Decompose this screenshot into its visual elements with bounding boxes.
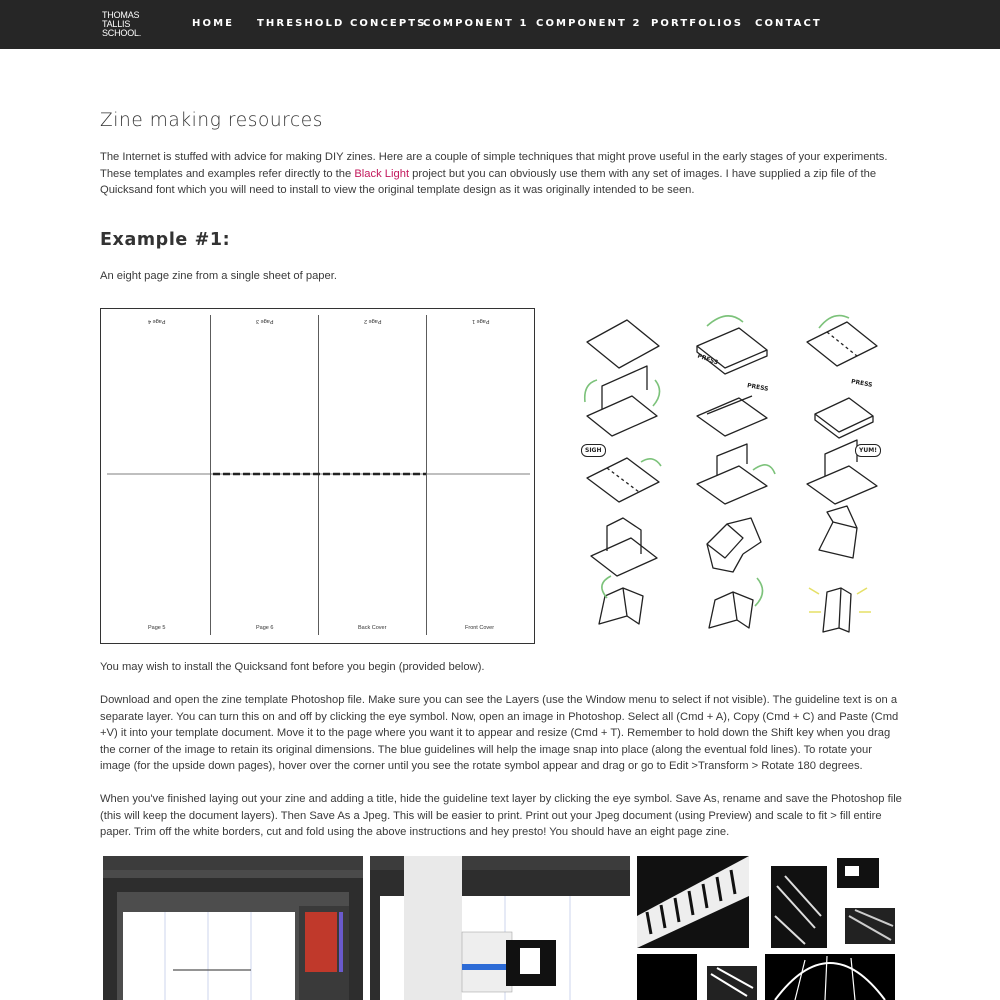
black-light-photo-building-art	[637, 856, 757, 1000]
nav-home[interactable]: HOME	[192, 18, 235, 29]
template-top-label-2: Page 3	[256, 318, 274, 324]
nav-component-1[interactable]: COMPONENT 1	[423, 18, 529, 29]
template-bottom-label-4: Front Cover	[465, 625, 495, 631]
intro-text-end: project but you can obviously use them with any set of images. I have supplied a zip file of the Quicksand font which you will need to install to view the original template design as it was originally intended to be seen.	[100, 167, 877, 196]
folding-steps-illustration	[557, 306, 901, 648]
zine-template-image	[100, 308, 535, 644]
logo-line-1: THOMAS	[102, 10, 140, 20]
black-light-photo-collage	[765, 856, 900, 1000]
example-heading: Example #1:	[100, 230, 231, 250]
press-label-2: PRESS	[746, 382, 769, 393]
template-grid	[101, 309, 536, 645]
template-bottom-label-3: Back Cover	[358, 625, 387, 631]
photoshop-screenshot-1	[103, 856, 363, 1000]
font-note: You may wish to install the Quicksand font before you begin (provided below).	[100, 661, 485, 673]
press-label-1: PRESS	[696, 352, 720, 367]
nav-contact[interactable]: CONTACT	[755, 18, 822, 29]
black-light-photo-building	[637, 856, 757, 1000]
template-top-label-1: Page 4	[148, 318, 166, 324]
template-bottom-label-1: Page 5	[148, 625, 166, 631]
intro-text-start: The Internet is stuffed with advice for making DIY zines. Here are a couple of simple techniques that might prove useful in the early stages of your experiments. These templates and examples refer directly to the	[100, 151, 888, 180]
instructions-paragraph-1: Download and open the zine template Photoshop file. Make sure you can see the Layers (use the Window menu to select if not visible). The guideline text is on a separate layer. You can turn this on and off by clicking the eye symbol. Now, open an image in Photoshop. Select all (Cmd + A), Copy (Cmd + C) and Paste (Cmd +V) it into your template document. Move it to the page where you want it to appear and resize (Cmd + T). Remember to hold down the Shift key when you drag the corner of the image to retain its original dimensions. The blue guidelines will help the image snap into place (along the eventual fold lines). To rotate your image (for the upside down pages), hover over the corner until you see the rotate symbol appear and drag or go to Edit >Transform > Rotate 180 degrees.	[100, 694, 899, 772]
instructions-paragraph-2: When you've finished laying out your zine and adding a title, hide the guideline text layer by clicking the eye symbol. Save As, rename and save the Photoshop file (this will keep the document layers). Then Save As a Jpeg. This will be easier to print. Print out your Jpeg document (using Preview) and scale to fit > fill entire paper. Trim off the white borders, cut and fold using the above instructions and hey presto! You should have an eight page zine.	[100, 793, 902, 838]
page-title: Zine making resources	[100, 110, 323, 131]
site-header	[0, 0, 1000, 49]
logo-line-2: TALLIS	[102, 19, 131, 29]
template-bottom-label-2: Page 6	[256, 625, 274, 631]
logo-line-3: SCHOOL.	[102, 28, 142, 38]
site-logo[interactable]	[102, 11, 150, 38]
black-light-photo-collage-art	[765, 856, 900, 1000]
folding-instructions-image	[557, 306, 901, 648]
black-light-link[interactable]: Black Light	[354, 167, 410, 180]
nav-portfolios[interactable]: PORTFOLIOS	[651, 18, 744, 29]
template-top-label-3: Page 2	[364, 318, 382, 324]
photoshop-screenshot-2-art	[370, 856, 630, 1000]
photoshop-screenshot-1-art	[103, 856, 363, 1000]
intro-paragraph	[100, 149, 905, 199]
yum-bubble: YUM!	[855, 444, 881, 457]
example-subtitle: An eight page zine from a single sheet of paper.	[100, 270, 337, 282]
photoshop-screenshot-2	[370, 856, 630, 1000]
nav-threshold-concepts[interactable]: THRESHOLD CONCEPTS	[257, 18, 427, 29]
template-top-label-4: Page 1	[472, 318, 490, 324]
sigh-bubble: SIGH	[581, 444, 606, 457]
press-label-3: PRESS	[850, 378, 873, 389]
nav-component-2[interactable]: COMPONENT 2	[536, 18, 642, 29]
